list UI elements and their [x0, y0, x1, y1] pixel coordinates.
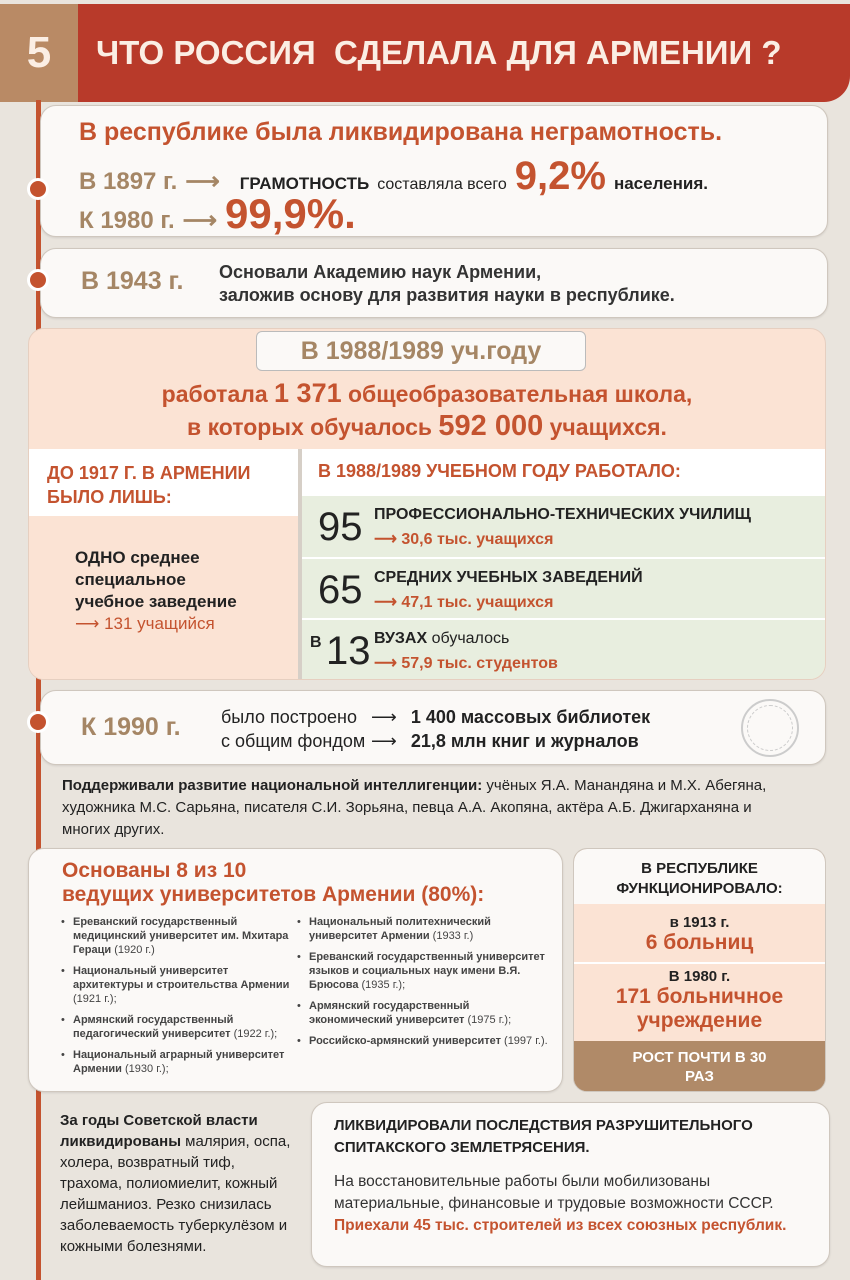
text: учебное заведение: [75, 592, 237, 611]
universities-column-2: [297, 915, 552, 1055]
schools-label: В 1988/1989 уч.году: [256, 331, 586, 371]
academy-text: [219, 261, 809, 307]
university-name: Армянский государственный экономический университет: [309, 1000, 470, 1026]
institution-row: [302, 496, 825, 557]
text: работала: [161, 381, 268, 407]
text: специальное: [75, 570, 186, 589]
hospitals-1913: [574, 904, 825, 962]
university-year: (1935 г.);: [358, 979, 406, 991]
university-year: (1922 г.);: [230, 1028, 278, 1040]
earthquake-title: ЛИКВИДИРОВАЛИ ПОСЛЕДСТВИЯ РАЗРУШИТЕЛЬНОГО СПИТАКСКОГО ЗЕМЛЕТРЯСЕНИЯ.: [334, 1117, 753, 1156]
label: ВУЗАХ: [374, 630, 428, 647]
schools-card: [28, 328, 826, 680]
before-1917-text: [75, 547, 290, 635]
university-name: Ереванский государственный университет языков и социальных наук имени В.Я. Брюсова: [309, 951, 545, 991]
timeline-dot: [27, 711, 49, 733]
in-1988-title: В 1988/1989 УЧЕБНОМ ГОДУ РАБОТАЛО:: [302, 449, 825, 496]
text: общеобразовательная школа,: [348, 381, 693, 407]
universities-title: [62, 859, 552, 907]
year: В 1897 г.: [79, 168, 178, 195]
text: заложив основу для развития науки в республике.: [219, 285, 675, 305]
text: в 1913 г.: [669, 914, 730, 931]
text: учёных Я.А. Манандяна и М.Х. Абегяна, художника М.С. Сарьяна, писателя С.И. Зорьяна, певца А.А. Акопяна, актёра А.Б. Джигарханяна и многих других.: [62, 777, 767, 838]
university-year: (1920 г.): [111, 944, 155, 956]
text: было построено: [221, 707, 357, 727]
academy-card: [40, 248, 828, 318]
diseases-text: [60, 1110, 300, 1257]
in-1988-panel: [302, 449, 825, 679]
university-item: [61, 964, 291, 1006]
university-year: (1930 г.);: [121, 1063, 169, 1075]
literacy-card: [40, 105, 828, 237]
page-title-text: ЧТО РОССИЯ СДЕЛАЛА ДЛЯ АРМЕНИИ ?: [96, 34, 782, 71]
university-item: [61, 1013, 291, 1041]
university-item: [61, 915, 291, 957]
institution-row: [302, 618, 825, 681]
text: ⟶ 131 учащийся: [75, 614, 215, 633]
text: На восстановительные работы были мобилизованы материальные, финансовые и трудовые возможности СССР.: [334, 1173, 774, 1212]
count: 13: [326, 629, 371, 673]
text: с общим фондом: [221, 731, 366, 751]
university-name: Ереванский государственный медицинский университет им. Мхитара Гераци: [73, 916, 289, 956]
schools-count: 1 371: [274, 378, 342, 408]
count: 65: [318, 568, 363, 612]
stamp-watermark: [741, 699, 799, 757]
text: составляла всего: [377, 176, 507, 193]
schools-text: [29, 377, 825, 443]
sub-value: ⟶ 30,6 тыс. учащихся: [374, 531, 554, 548]
highlight: Приехали 45 тыс. строителей из всех союзных республик.: [334, 1217, 787, 1234]
institution-rows: [302, 496, 825, 681]
libraries-text: [221, 705, 731, 753]
text: 21,8 млн книг и журналов: [410, 731, 639, 751]
university-year: (1933 г.): [429, 930, 474, 942]
arrow-icon: ⟶: [185, 168, 220, 195]
earthquake-text: [334, 1171, 807, 1237]
text: Основаны 8 из 10: [62, 859, 247, 882]
university-item: [297, 999, 552, 1027]
label: СРЕДНИХ УЧЕБНЫХ ЗАВЕДЕНИЙ: [374, 569, 643, 586]
university-year: (1975 г.);: [464, 1014, 512, 1026]
earthquake-card: [311, 1102, 830, 1267]
university-name: Национальный политехнический университет Армении: [309, 916, 491, 942]
text: в которых обучалось: [187, 414, 433, 440]
bullet-icon: •: [297, 1035, 301, 1047]
text: ОДНО среднее: [75, 548, 200, 567]
text: 1 400 массовых библиотек: [410, 707, 651, 727]
section-number: [0, 4, 78, 102]
growth-badge: РОСТ ПОЧТИ В 30 РАЗ: [574, 1041, 825, 1091]
university-name: Национальный аграрный университет Армении: [73, 1049, 285, 1075]
arrow-icon: ⟶: [182, 207, 218, 234]
literacy-1980: [79, 190, 356, 238]
prefix: В: [310, 634, 322, 651]
year: В 1943 г.: [81, 267, 184, 295]
sub-value: ⟶ 47,1 тыс. учащихся: [374, 594, 554, 611]
text: Поддерживали развитие национальной интеллигенции:: [62, 777, 483, 794]
sub-value: ⟶ 57,9 тыс. студентов: [374, 655, 558, 672]
text: малярия, оспа, холера, возвратный тиф, трахома, полиомиелит, кожный лейшманиоз. Резко снизилась заболеваемость туберкулёзом и кожными болезнями.: [60, 1133, 291, 1255]
value: 171 больничное учреждение: [615, 985, 784, 1032]
text: За годы Советской власти ликвидированы: [60, 1112, 258, 1150]
university-name: Национальный университет архитектуры и строительства Армении: [73, 965, 290, 991]
year: К 1990 г.: [81, 713, 181, 741]
students-count: 592 000: [438, 410, 544, 442]
count: 95: [318, 505, 363, 549]
universities-column-1: [61, 915, 291, 1083]
value: 6 больниц: [645, 931, 754, 954]
institution-row: [302, 557, 825, 618]
value-1980: 99,9%.: [225, 190, 356, 237]
university-year: (1997 г.).: [500, 1035, 548, 1047]
hospitals-card: [573, 848, 826, 1092]
bullet-icon: •: [61, 916, 65, 928]
timeline-dot: [27, 178, 49, 200]
hospitals-1980: [574, 964, 825, 1041]
year: К 1980 г.: [79, 207, 175, 234]
text: ГРАМОТНОСТЬ: [239, 174, 370, 193]
arrow-icon: ⟶: [371, 707, 397, 727]
bullet-icon: •: [297, 951, 301, 963]
text: ведущих университетов Армении (80%):: [62, 883, 485, 906]
text: Основали Академию наук Армении,: [219, 262, 542, 282]
bullet-icon: •: [61, 1049, 65, 1061]
university-item: [297, 1034, 552, 1048]
libraries-card: [40, 690, 826, 765]
university-item: [61, 1048, 291, 1076]
timeline-dot: [27, 269, 49, 291]
literacy-title: В республике была ликвидирована неграмотность.: [79, 118, 723, 146]
bullet-icon: •: [297, 916, 301, 928]
page-title: [78, 4, 850, 102]
universities-card: [28, 848, 563, 1092]
before-1917-panel: [29, 449, 298, 679]
text: населения.: [613, 174, 708, 193]
intelligentsia-text: [62, 775, 792, 841]
bullet-icon: •: [297, 1000, 301, 1012]
university-name: Армянский государственный педагогический университет: [73, 1014, 234, 1040]
bullet-icon: •: [61, 1014, 65, 1026]
before-1917-title: ДО 1917 Г. В АРМЕНИИ БЫЛО ЛИШЬ:: [29, 449, 298, 516]
label-suffix: обучалось: [427, 630, 510, 647]
university-item: [297, 915, 552, 943]
hospitals-title: В РЕСПУБЛИКЕ ФУНКЦИОНИРОВАЛО:: [574, 849, 825, 904]
bullet-icon: •: [61, 965, 65, 977]
label: ПРОФЕССИОНАЛЬНО-ТЕХНИЧЕСКИХ УЧИЛИЩ: [374, 506, 751, 523]
text: В 1980 г.: [668, 968, 731, 985]
stamp-inner-ring: [747, 705, 793, 751]
value-1897: 9,2%: [514, 154, 606, 198]
arrow-icon: ⟶: [371, 731, 397, 751]
university-name: Российско-армянский университет: [309, 1035, 501, 1047]
university-year: (1921 г.);: [73, 993, 117, 1005]
section-number-text: 5: [26, 28, 52, 77]
text: учащихся.: [549, 414, 667, 440]
university-item: [297, 950, 552, 992]
